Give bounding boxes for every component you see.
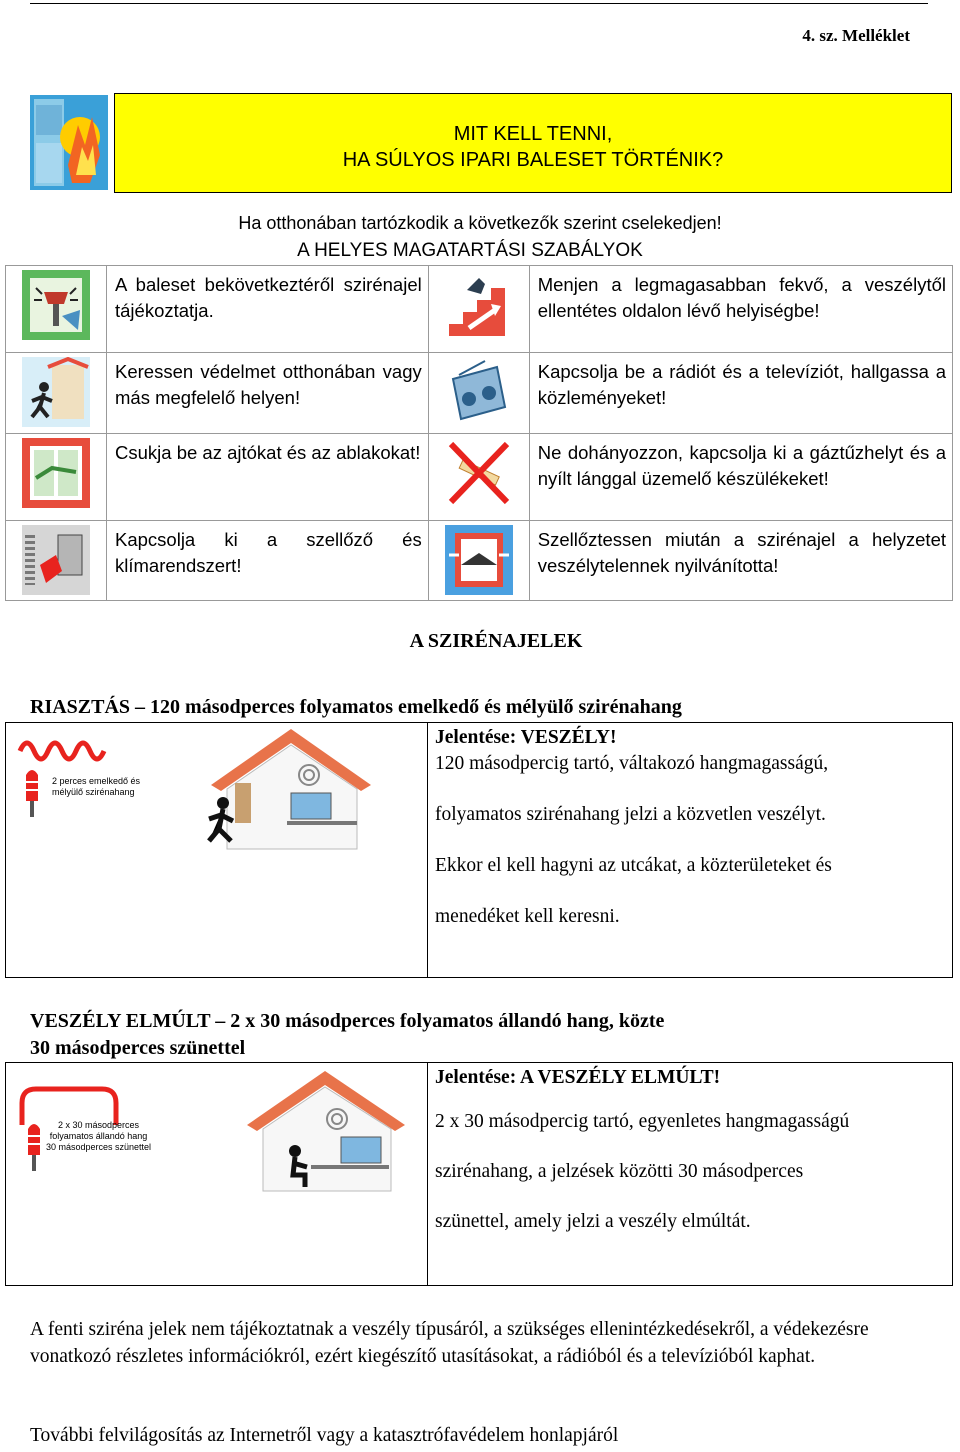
header-line-2: HA SÚLYOS IPARI BALESET TÖRTÉNIK?: [342, 149, 724, 171]
rule-icon-cell: [428, 266, 529, 353]
all-clear-heading: [30, 1008, 664, 1062]
rule-text: Szellőztessen miután a szirénajel a helyzetet veszélytelennek nyilvánította!: [529, 521, 952, 601]
all-clear-line-3: szünettel, amely jelzi a veszély elmúltát.: [435, 1211, 751, 1232]
close-window-icon: [22, 438, 90, 508]
rule-text: Ne dohányozzon, kapcsolja ki a gáztűzhelyt és a nyílt lánggal üzemelő készülékeket!: [529, 433, 952, 520]
rules-table: [5, 265, 953, 601]
person-running-home-icon: [22, 357, 90, 427]
rule-text: Menjen a legmagasabban fekvő, a veszélytől ellentétes oldalon lévő helyiségbe!: [529, 266, 952, 353]
header-line-1: MIT KELL TENNI,: [453, 123, 613, 145]
alarm-caption-1: 2 perces emelkedő és: [52, 776, 141, 786]
rule-icon-cell: [428, 433, 529, 520]
fire-window-icon: [30, 95, 108, 190]
rule-text: Keressen védelmet otthonában vagy más megfelelő helyen!: [107, 353, 429, 434]
rule-icon-cell: [428, 353, 529, 434]
header-title-box: [114, 93, 952, 193]
alarm-line-4: menedéket kell keresni.: [435, 906, 620, 927]
alarm-line-3: Ekkor el kell hagyni az utcákat, a közterületeket és: [435, 855, 832, 876]
rule-icon-cell: [6, 353, 107, 434]
rule-text: A baleset bekövetkeztéről szirénajel tájékoztatja.: [107, 266, 429, 353]
rule-icon-cell: [6, 521, 107, 601]
all-clear-caption-2: folyamatos állandó hang: [49, 1131, 148, 1141]
all-clear-caption-3: 30 másodperces szünettel: [46, 1142, 152, 1152]
footer-note: A fenti sziréna jelek nem tájékoztatnak a veszély típusáról, a szükséges ellenintézkedésekről, a védekezésre vonatkozó részletes információkról, ezért kiegészítő utasításokat, a rádióból és a televízióból kaphat.: [30, 1319, 869, 1367]
ventilation-switch-off-icon: [22, 525, 90, 595]
rule-icon-cell: [428, 521, 529, 601]
alarm-meaning: Jelentése: VESZÉLY!: [435, 727, 617, 748]
rule-text: Kapcsolja be a rádiót és a televíziót, hallgassa a közleményeket!: [529, 353, 952, 434]
open-window-ventilate-icon: [445, 525, 513, 595]
radio-tv-icon: [445, 357, 513, 427]
alarm-line-2: folyamatos szirénahang jelzi a közvetlen veszélyt.: [435, 804, 826, 825]
no-smoking-icon: [445, 438, 513, 508]
rule-text: Csukja be az ajtókat és az ablakokat!: [107, 433, 429, 520]
annex-label: 4. sz. Melléklet: [802, 26, 910, 45]
all-clear-meaning: Jelentése: A VESZÉLY ELMÚLT!: [435, 1067, 721, 1088]
house-alarm-illustration: [201, 725, 381, 855]
all-clear-heading-1: VESZÉLY ELMÚLT – 2 x 30 másodperces folyamatos állandó hang, közte: [30, 1010, 665, 1032]
all-clear-line-1: 2 x 30 másodpercig tartó, egyenletes hangmagasságú: [435, 1111, 850, 1132]
all-clear-caption-1: 2 x 30 másodperces: [58, 1120, 140, 1130]
rule-text: Kapcsolja ki a szellőző és klímarendszert!: [107, 521, 429, 601]
house-all-clear-illustration: [241, 1067, 411, 1195]
all-clear-divider: [427, 1063, 428, 1285]
all-clear-line-2: szirénahang, a jelzések közötti 30 másodperces: [435, 1161, 804, 1182]
alarm-box: [5, 722, 953, 978]
all-clear-text: [435, 1067, 944, 1233]
all-clear-heading-2: 30 másodperces szünettel: [30, 1037, 246, 1059]
alarm-divider: [427, 723, 428, 977]
footer-more-info: További felvilágosítás az Internetről vagy a katasztrófavédelem honlapjáról: [30, 1425, 619, 1446]
all-clear-box: [5, 1062, 953, 1286]
stairs-up-icon: [445, 270, 513, 340]
alarm-caption-2: mélyülő szirénahang: [52, 787, 135, 797]
alarm-heading: RIASZTÁS – 120 másodperces folyamatos emelkedő és mélyülő szirénahang: [30, 696, 682, 718]
rule-icon-cell: [6, 266, 107, 353]
siren-alert-icon: [22, 270, 90, 340]
rules-title: A HELYES MAGATARTÁSI SZABÁLYOK: [297, 240, 643, 261]
top-rule: [30, 3, 928, 4]
rule-icon-cell: [6, 433, 107, 520]
alarm-line-1: 120 másodpercig tartó, váltakozó hangmagasságú,: [435, 753, 829, 774]
alarm-text: [435, 727, 944, 928]
intro-text: Ha otthonában tartózkodik a következők szerint cselekedjen!: [238, 213, 722, 233]
sirens-section-title: A SZIRÉNAJELEK: [409, 630, 583, 652]
